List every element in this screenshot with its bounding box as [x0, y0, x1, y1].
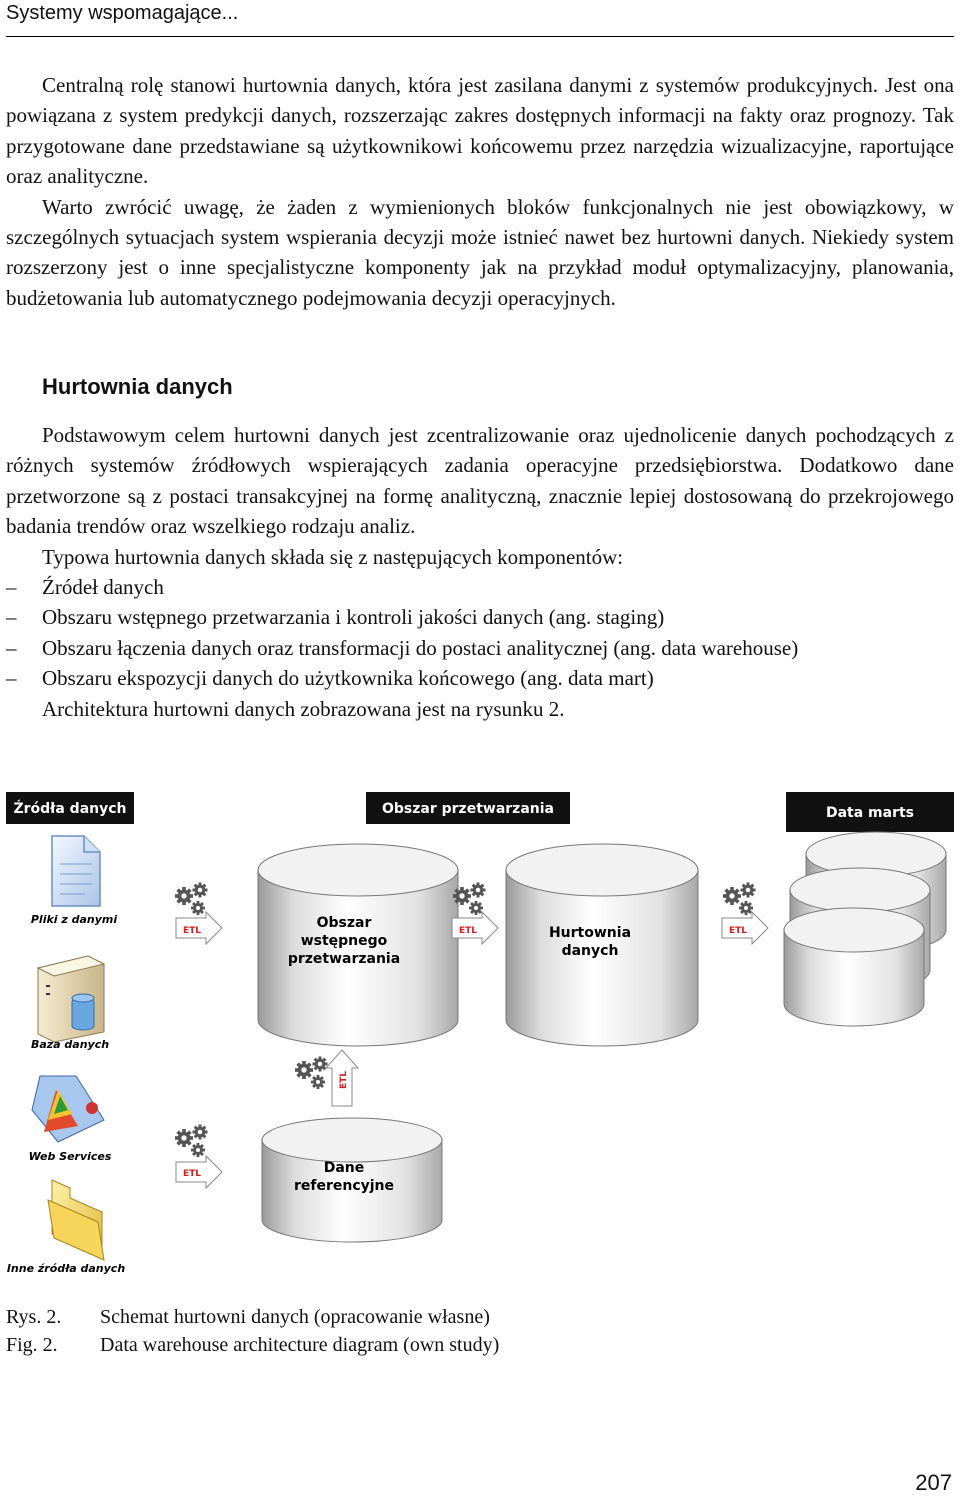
folder-icon	[48, 1180, 104, 1260]
paragraph-4: Typowa hurtownia danych składa się z następujących komponentów:	[42, 544, 624, 569]
section-heading: Hurtownia danych	[42, 374, 233, 399]
architecture-figure	[0, 780, 960, 1290]
paragraph-5: Architektura hurtowni danych zobrazowana jest na rysunku 2.	[42, 696, 565, 721]
svg-text:Dane: Dane	[323, 1160, 365, 1176]
data-mart-cylinder	[784, 908, 924, 1026]
section-text	[6, 420, 954, 724]
page-number: 207	[915, 1470, 952, 1495]
etl-gears-icon	[295, 1057, 328, 1090]
list-item: – Obszaru łączenia danych oraz transformacji do postaci analitycznej (ang. data warehouse)	[6, 633, 954, 663]
svg-text:ETL: ETL	[182, 926, 202, 936]
etl-arrow	[176, 912, 222, 944]
source-files-label: Pliki z danymi	[30, 913, 118, 926]
document-icon	[52, 836, 100, 906]
source-db-label: Baza danych	[30, 1038, 110, 1051]
intro-text	[6, 70, 954, 313]
header-marts	[786, 792, 954, 832]
svg-text:danych: danych	[561, 943, 619, 959]
source-other-label: Inne źródła danych	[6, 1262, 126, 1275]
svg-text:Obszar: Obszar	[316, 915, 372, 931]
header-processing	[366, 792, 570, 824]
caption-text-en: Data warehouse architecture diagram (own study)	[100, 1334, 500, 1356]
svg-text:Źródła danych: Źródła danych	[13, 801, 127, 817]
svg-text:wstępnego: wstępnego	[300, 933, 388, 949]
svg-text:referencyjne: referencyjne	[293, 1178, 395, 1194]
paragraph-1: Centralną rolę stanowi hurtownia danych, która jest zasilana danymi z systemów produkcyjnych. Jest ona powiązana z system predykcji danych, rozszerzając zakres dostępnych informacji na fakty oraz prognozy. Tak przygotowane dane przedstawiane są użytkownikowi końcowemu przez narzędzia wizualizacyjne, raportujące oraz analityczne.	[6, 73, 954, 189]
svg-text:ETL: ETL	[728, 926, 748, 936]
running-header: Systemy wspomagające...	[6, 2, 239, 24]
header-rule	[6, 36, 954, 37]
caption-text-pl: Schemat hurtowni danych (opracowanie własne)	[100, 1306, 490, 1328]
source-ws-label: Web Services	[28, 1150, 112, 1163]
component-list	[6, 572, 954, 694]
staging-cylinder	[258, 844, 458, 1046]
svg-text:ETL: ETL	[182, 1169, 202, 1179]
svg-text:ETL: ETL	[458, 926, 478, 936]
etl-arrow	[176, 1156, 222, 1188]
header-sources	[6, 792, 134, 824]
etl-gears-icon	[175, 883, 208, 916]
caption-label-en: Fig. 2.	[6, 1334, 58, 1356]
svg-text:Obszar przetwarzania: Obszar przetwarzania	[382, 801, 554, 817]
reference-cylinder	[262, 1118, 442, 1242]
list-item: – Obszaru wstępnego przetwarzania i kontroli jakości danych (ang. staging)	[6, 602, 954, 632]
list-item: – Obszaru ekspozycji danych do użytkownika końcowego (ang. data mart)	[6, 663, 954, 693]
svg-text:przetwarzania: przetwarzania	[287, 951, 401, 967]
svg-text:Data marts: Data marts	[825, 805, 915, 821]
etl-arrow	[722, 912, 768, 944]
paragraph-3: Podstawowym celem hurtowni danych jest zcentralizowanie oraz ujednolicenie danych pochodzących z różnych systemów źródłowych wspierających zadania operacyjne przedsiębiorstwa. Dodatkowo dane przetworzone są z postaci transakcyjnej na formę analityczną, znacznie lepiej dostosowaną do przekrojowego badania trendów oraz wszelkiego rodzaju analiz.	[6, 423, 954, 539]
etl-arrow	[452, 912, 498, 944]
warehouse-cylinder	[506, 844, 698, 1046]
etl-gears-icon	[175, 1125, 208, 1158]
caption-label-pl: Rys. 2.	[6, 1306, 62, 1328]
paragraph-2: Warto zwrócić uwagę, że żaden z wymienionych bloków funkcjonalnych nie jest obowiązkowy, w szczególnych sytuacjach system wspierania decyzji może istnieć nawet bez hurtowni danych. Niekiedy system rozszerzony jest o inne specjalistyczne komponenty jak na przykład moduł optymalizacyjny, planowania, budżetowania lub automatycznego podejmowania decyzji operacyjnych.	[6, 194, 954, 310]
list-item: – Źródeł danych	[6, 572, 954, 602]
svg-text:Hurtownia: Hurtownia	[548, 925, 632, 941]
svg-text:ETL: ETL	[339, 1070, 349, 1090]
etl-gears-icon	[723, 883, 756, 916]
figure-caption	[6, 1303, 499, 1359]
etl-arrow-vertical	[326, 1050, 358, 1106]
web-services-icon	[32, 1076, 104, 1142]
server-icon	[38, 956, 104, 1042]
